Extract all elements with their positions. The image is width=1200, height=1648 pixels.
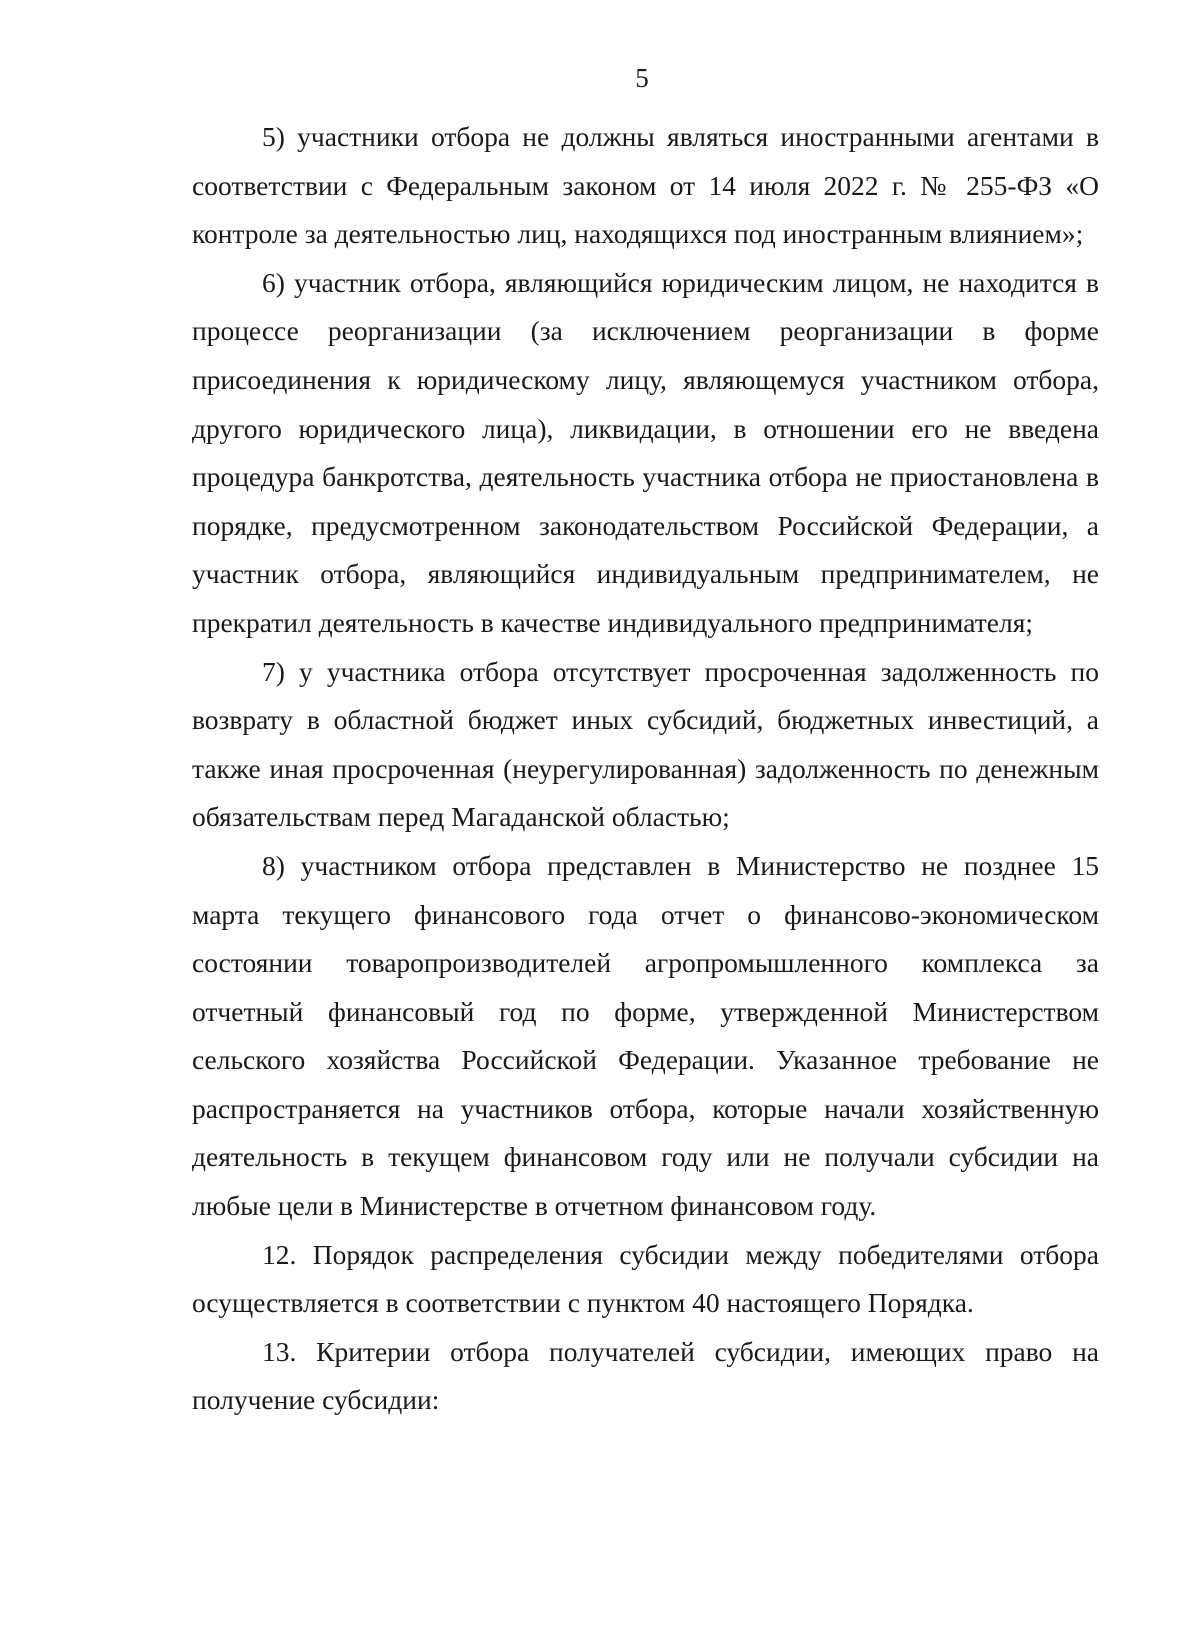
paragraph-item-8: 8) участником отбора представлен в Министерство не позднее 15 марта текущего финансового года отчет о финансово-экономическом состоянии товаропроизводителей агропромышленного комплекса за отчетный финансовый год по форме, утвержденной Министерством сельского хозяйства Российской Федерации. Указанное требование не распространяется на участников отбора, которые начали хозяйственную деятельность в текущем финансовом году или не получали субсидии на любые цели в Министерстве в отчетном финансовом году.: [192, 849, 1099, 1222]
paragraph-section-13: 13. Критерии отбора получателей субсидии, имеющих право на получение субсидии:: [192, 1335, 1099, 1416]
paragraph-item-6: 6) участник отбора, являющийся юридическим лицом, не находится в процессе реорганизации (за исключением реорганизации в форме присоединения к юридическому лицу, являющемуся участником отбора, другого юридического лица), ликвидации, в отношении его не введена процедура банкротства, деятельность участника отбора не приостановлена в порядке, предусмотренном законодательством Российской Федерации, а участник отбора, являющийся индивидуальным предпринимателем, не прекратил деятельность в качестве индивидуального предпринимателя;: [192, 266, 1099, 638]
paragraph-section-12: 12. Порядок распределения субсидии между победителями отбора осуществляется в соответствии с пунктом 40 настоящего Порядка.: [192, 1238, 1099, 1319]
document-body: [192, 113, 1099, 1425]
paragraph-item-7: 7) у участника отбора отсутствует просроченная задолженность по возврату в областной бюджет иных субсидий, бюджетных инвестиций, а также иная просроченная (неурегулированная) задолженность по денежным обязательствам перед Магаданской областью;: [192, 655, 1099, 833]
paragraph-item-5: 5) участники отбора не должны являться иностранными агентами в соответствии с Федеральным законом от 14 июля 2022 г. № 255-ФЗ «О контроле за деятельностью лиц, находящихся под иностранным влиянием»;: [192, 121, 1099, 250]
page-number: 5: [635, 63, 649, 93]
